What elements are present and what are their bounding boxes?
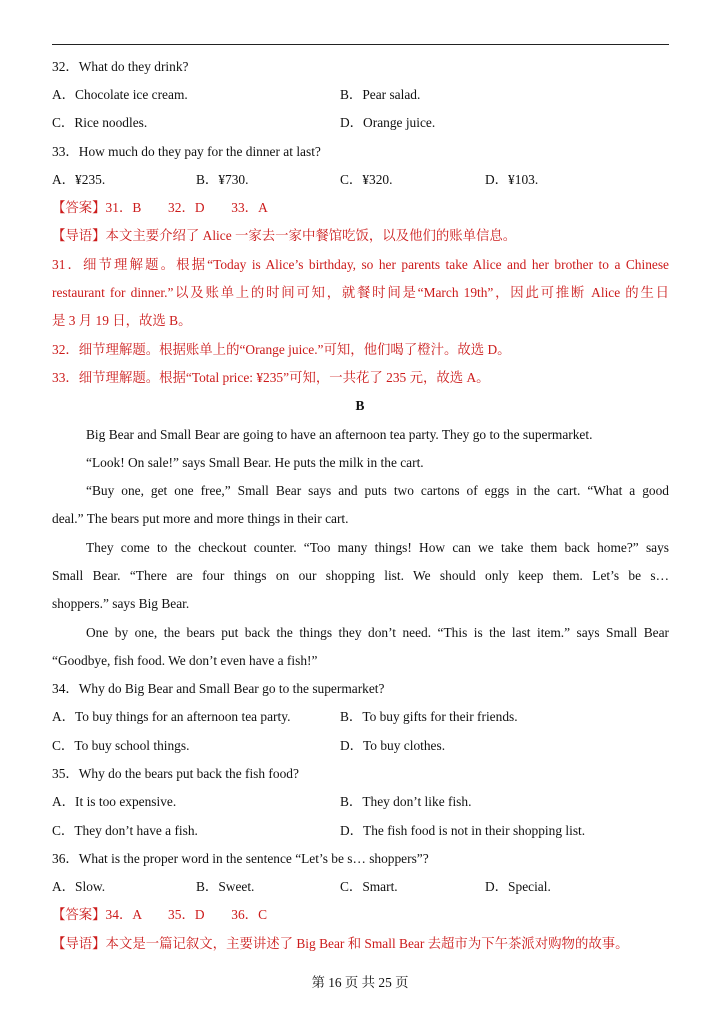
passage-paragraph-5-line1: One by one, the bears put back the things they don’t need. “This is the last item.” says Small Bear (86, 625, 669, 640)
question-36: 36．What is the proper word in the sentence “Let’s be s… shoppers”? (52, 851, 429, 866)
q36-option-a: A．Slow. (52, 879, 106, 894)
q32-option-a: A．Chocolate ice cream. (52, 87, 188, 102)
q32-option-b: B．Pear salad. (340, 87, 421, 102)
passage-paragraph-3-line1: “Buy one, get one free,” Small Bear says and puts two cartons of eggs in the cart. “What a good (86, 483, 669, 498)
q35-option-b: B．They don’t like fish. (340, 794, 472, 809)
explanation-31-line3: 是 3 月 19 日，故选 B。 (52, 313, 192, 328)
passage-paragraph-2: “Look! On sale!” says Small Bear. He puts the milk in the cart. (86, 455, 424, 470)
q32-option-c: C．Rice noodles. (52, 115, 148, 130)
answer-key-34-36: 【答案】34．A 35．D 36．C (52, 907, 268, 922)
explanation-31-line1: 31．细节理解题。根据“Today is Alice’s birthday, so her parents take Alice and her brother to a Chinese (52, 257, 669, 272)
explanation-32: 32．细节理解题。根据账单上的“Orange juice.”可知，他们喝了橙汁。故选 D。 (52, 342, 511, 357)
question-35: 35．Why do the bears put back the fish food? (52, 766, 299, 781)
question-33: 33．How much do they pay for the dinner at last? (52, 144, 321, 159)
page-footer: 第 16 页 共 25 页 (311, 975, 409, 990)
header-rule (52, 44, 669, 45)
passage-paragraph-3-line2: deal.” The bears put more and more things in their cart. (52, 511, 349, 526)
explanation-31-line2: restaurant for dinner.”以及账单上的时间可知，就餐时间是“March 19th”，因此可推断 Alice 的生日 (52, 285, 669, 300)
question-32: 32．What do they drink? (52, 59, 189, 74)
answer-key-31-33: 【答案】31．B 32．D 33．A (52, 200, 268, 215)
passage-paragraph-4-line2: Small Bear. “There are four things on our shopping list. We should only keep them. Let’s be s… (52, 568, 669, 583)
passage-paragraph-1: Big Bear and Small Bear are going to have an afternoon tea party. They go to the supermarket. (86, 427, 593, 442)
q35-option-a: A．It is too expensive. (52, 794, 177, 809)
q35-option-c: C．They don’t have a fish. (52, 823, 198, 838)
q34-option-a: A．To buy things for an afternoon tea party. (52, 709, 291, 724)
q33-option-d: D．¥103. (485, 172, 539, 187)
question-34: 34．Why do Big Bear and Small Bear go to the supermarket? (52, 681, 385, 696)
explanation-33: 33．细节理解题。根据“Total price: ¥235”可知，一共花了 235 元，故选 A。 (52, 370, 490, 385)
passage-paragraph-4-line1: They come to the checkout counter. “Too many things! How can we take them back home?” says (86, 540, 669, 555)
q34-option-d: D．To buy clothes. (340, 738, 446, 753)
passage-paragraph-4-line3: shoppers.” says Big Bear. (52, 596, 190, 611)
q33-option-a: A．¥235. (52, 172, 106, 187)
section-heading: B (355, 398, 365, 413)
q32-option-d: D．Orange juice. (340, 115, 436, 130)
q33-option-b: B．¥730. (196, 172, 249, 187)
passage-paragraph-5-line2: “Goodbye, fish food. We don’t even have a fish!” (52, 653, 318, 668)
q33-option-c: C．¥320. (340, 172, 393, 187)
guide-text-1: 【导语】本文主要介绍了 Alice 一家去一家中餐馆吃饭，以及他们的账单信息。 (52, 228, 517, 243)
q36-option-c: C．Smart. (340, 879, 398, 894)
q34-option-c: C．To buy school things. (52, 738, 190, 753)
q36-option-b: B．Sweet. (196, 879, 255, 894)
q36-option-d: D．Special. (485, 879, 551, 894)
q35-option-d: D．The fish food is not in their shopping list. (340, 823, 586, 838)
q34-option-b: B．To buy gifts for their friends. (340, 709, 518, 724)
guide-text-2: 【导语】本文是一篇记叙文，主要讲述了 Big Bear 和 Small Bear 去超市为下午茶派对购物的故事。 (52, 936, 629, 951)
